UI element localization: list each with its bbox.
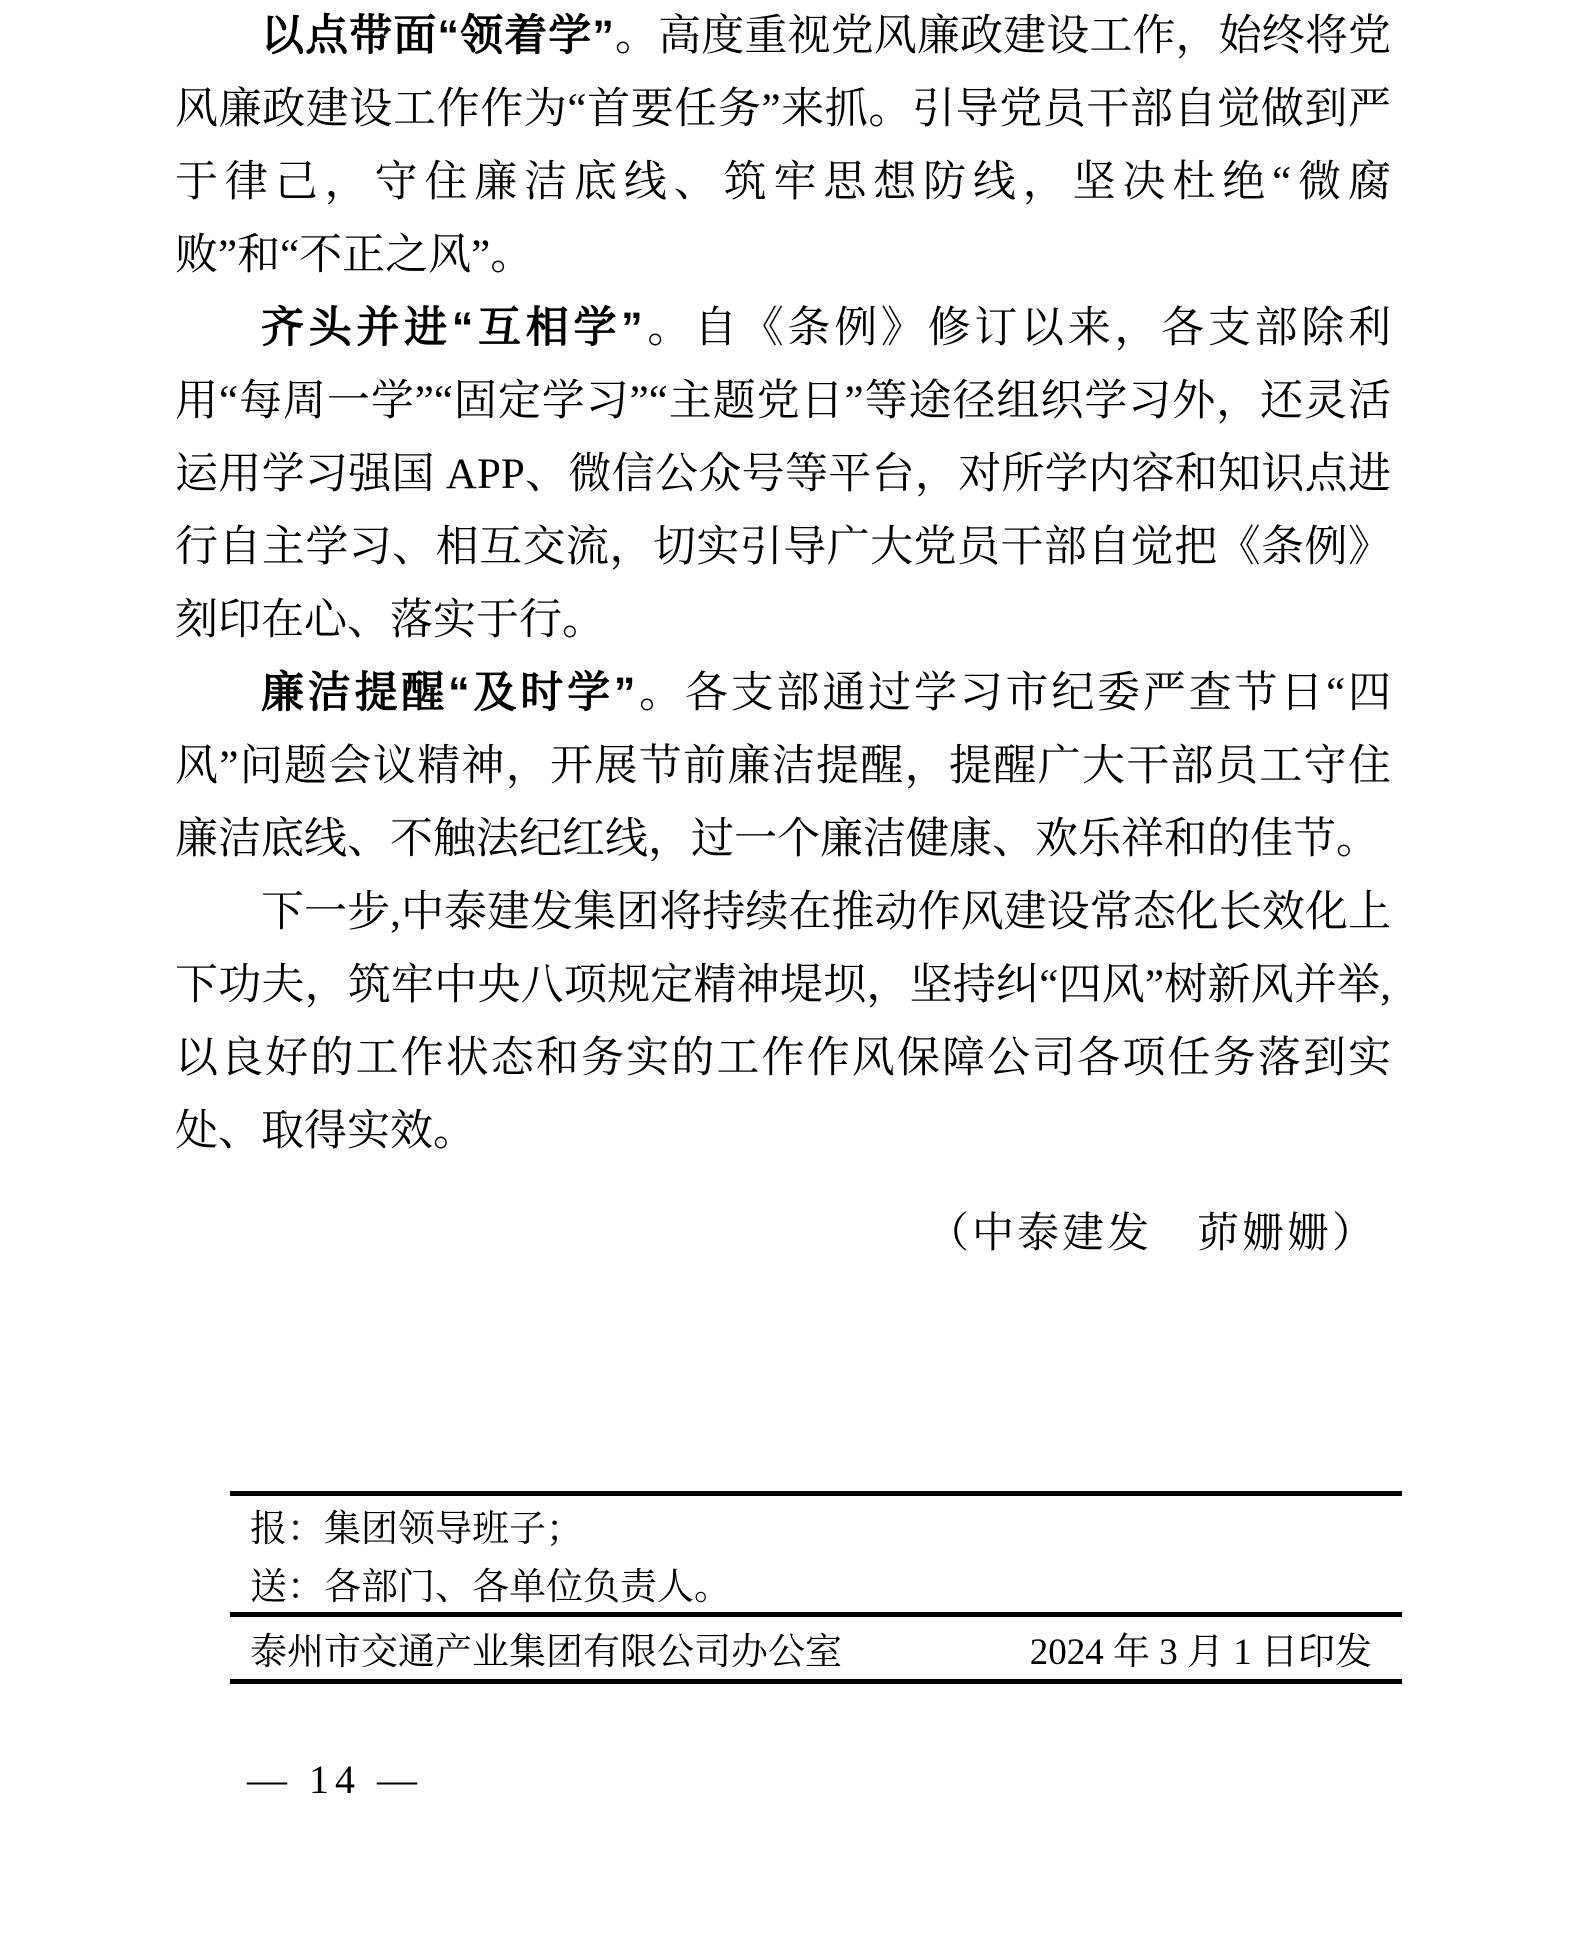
paragraph-4 [175,876,1391,1168]
paragraph-1-lead: 以点带面“领着学” [261,12,615,60]
paragraph-1 [175,0,1391,292]
paragraph-2-text: 。自《条例》修订以来，各支部除利用“每周一学”“固定学习”“主题党日”等途径组织学习外，还灵活运用学习强国 APP、微信公众号等平台，对所学内容和知识点进行自主学习、相互交流，切实引导广大党员干部自觉把《条例》刻印在心、落实于行。 [175,305,1392,644]
paragraph-1-text: 。高度重视党风廉政建设工作，始终将党风廉政建设工作作为“首要任务”来抓。引导党员干部自觉做到严于律己，守住廉洁底线、筑牢思想防线，坚决杜绝“微腐败”和“不正之风”。 [175,13,1392,279]
page-number: — 14 — [247,1757,423,1802]
document-footer [230,1491,1402,1684]
send-label: 送： [250,1567,324,1608]
print-date: 2024 年 3 月 1 日印发 [1029,1632,1372,1673]
signature-line: （中泰建发 茆姗姗） [926,1211,1377,1257]
paragraph-4-text: 下一步,中泰建发集团将持续在推动作风建设常态化长效化上下功夫，筑牢中央八项规定精神堤坝，坚持纠“四风”树新风并举,以良好的工作状态和务实的工作作风保障公司各项任务落到实处、取得实效。 [175,889,1391,1155]
issuer-office: 泰州市交通产业集团有限公司办公室 [250,1632,842,1673]
paragraph-3-lead: 廉洁提醒“及时学” [261,669,637,717]
document-body [175,0,1391,1271]
send-value: 各部门、各单位负责人。 [324,1567,731,1608]
paragraph-3-text: 。各支部通过学习市纪委严查节日“四风”问题会议精神，开展节前廉洁提醒，提醒广大干部员工守住廉洁底线、不触法纪红线，过一个廉洁健康、欢乐祥和的佳节。 [175,670,1391,863]
report-row [230,1496,1402,1554]
report-value: 集团领导班子； [324,1509,583,1550]
send-row [230,1554,1402,1612]
paragraph-2 [175,292,1391,657]
issuer-row [230,1617,1402,1679]
paragraph-2-lead: 齐头并进“互相学” [261,304,644,352]
paragraph-3 [175,657,1391,876]
report-label: 报： [250,1509,324,1550]
footer-divider-bottom [230,1679,1402,1684]
